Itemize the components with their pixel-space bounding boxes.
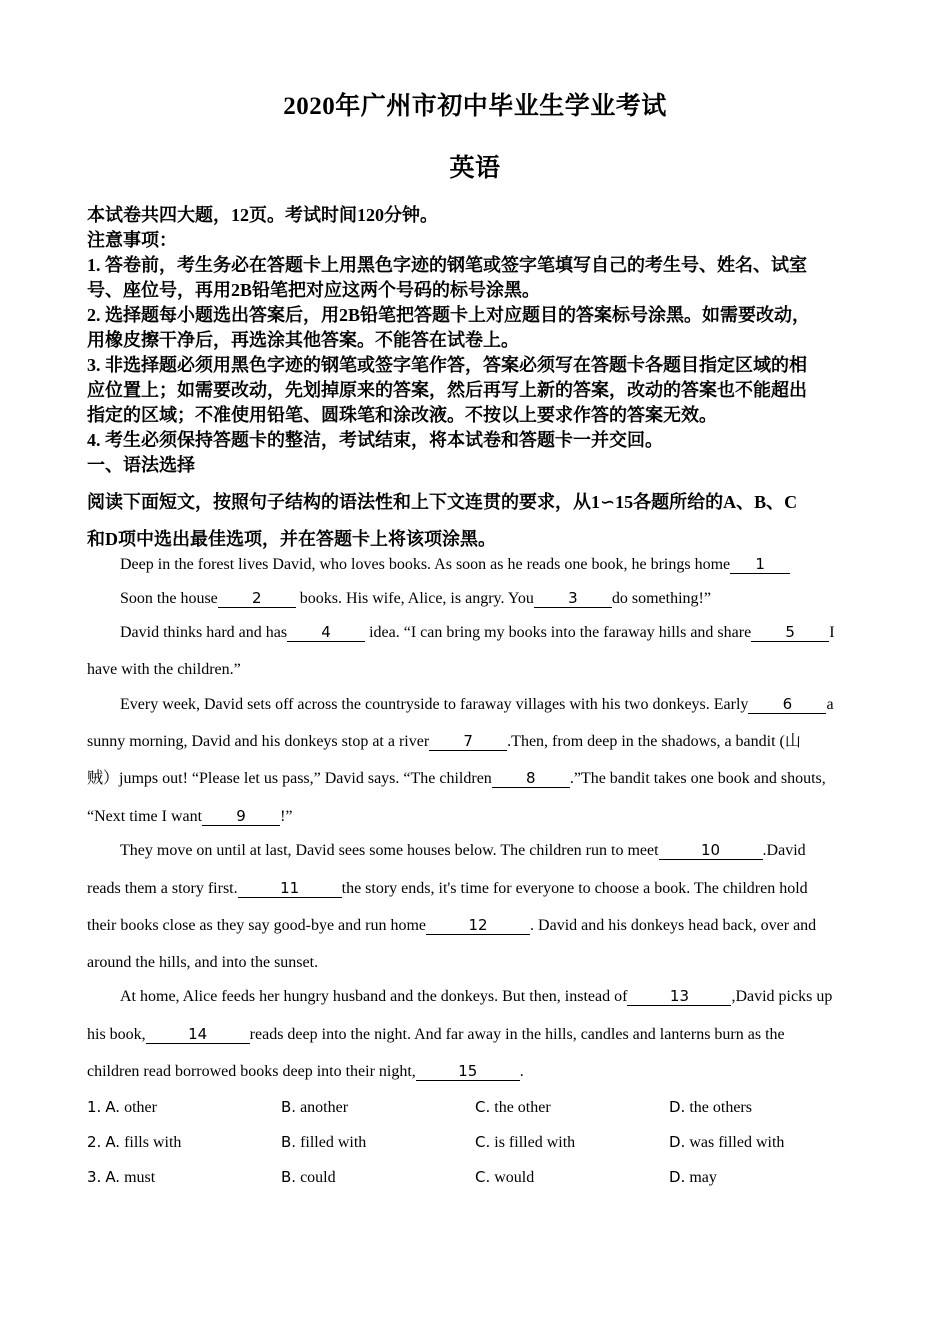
passage-line: [87, 764, 826, 794]
option-c[interactable]: [475, 1127, 575, 1158]
option-text: could: [300, 1169, 336, 1186]
passage-text: Deep in the forest lives David, who loves books. As soon as he reads one book, he brings home: [120, 556, 731, 573]
instruction-line: 阅读下面短文，按照句子结构的语法性和上下文连贯的要求，从1∽15各题所给的A、B、C: [87, 492, 798, 512]
option-letter: D.: [669, 1133, 686, 1151]
option-letter: A.: [105, 1133, 121, 1151]
question-number: 3.: [87, 1168, 102, 1186]
passage-text: ,David picks up: [731, 988, 833, 1005]
passage-text: “Next time I want: [87, 808, 203, 825]
option-a[interactable]: [87, 1092, 157, 1123]
notice-line: 2. 选择题每小题选出答案后，用2B铅笔把答题卡上对应题目的答案标号涂黑。如需要改动，: [87, 305, 811, 325]
blank-12: 12: [426, 916, 530, 935]
blank-10: 10: [659, 841, 763, 860]
passage-text: Every week, David sets off across the countryside to faraway villages with his two donkeys. Early: [120, 696, 749, 713]
option-b[interactable]: [281, 1127, 366, 1158]
section-heading: 一、语法选择: [87, 455, 195, 475]
subject-title: 英语: [449, 155, 501, 182]
option-text: other: [124, 1099, 157, 1116]
option-letter: B.: [281, 1133, 297, 1151]
option-a[interactable]: [87, 1162, 155, 1193]
exam-title: 2020年广州市初中毕业生学业考试: [283, 93, 667, 120]
option-text: must: [124, 1169, 156, 1186]
option-a[interactable]: [87, 1127, 181, 1158]
notice-line: 3. 非选择题必须用黑色字迹的钢笔或签字笔作答，答案必须写在答题卡各题目指定区域的相: [87, 355, 807, 375]
passage-text: books. His wife, Alice, is angry. You: [295, 590, 534, 607]
passage-line: [87, 948, 318, 978]
option-d[interactable]: [669, 1127, 784, 1158]
passage-line: [87, 982, 832, 1012]
instruction-line: 和D项中选出最佳选项，并在答题卡上将该项涂黑。: [87, 529, 496, 549]
notice-line: 本试卷共四大题，12页。考试时间120分钟。: [87, 205, 438, 225]
passage-line: [87, 1020, 785, 1050]
passage-text: around the hills, and into the sunset.: [87, 954, 319, 971]
passage-text: At home, Alice feeds her hungry husband and the donkeys. But then, instead of: [120, 988, 628, 1005]
passage-text: sunny morning, David and his donkeys stop at a river: [87, 733, 430, 750]
question-number: 1.: [87, 1098, 102, 1116]
passage-text: !”: [280, 808, 293, 825]
passage-text: .David: [762, 842, 806, 859]
option-c[interactable]: [475, 1092, 551, 1123]
passage-line: [87, 874, 808, 904]
blank-2: 2: [218, 589, 296, 608]
passage-text: their books close as they say good-bye and run home: [87, 917, 427, 934]
option-text: may: [689, 1169, 717, 1186]
passage-text: Soon the house: [120, 590, 218, 607]
question-options-2: [87, 1127, 867, 1157]
passage-text: .: [519, 1063, 524, 1080]
passage-line: [87, 690, 834, 720]
option-letter: B.: [281, 1168, 297, 1186]
passage-text: the story ends, it's time for everyone to choose a book. The children hold: [341, 880, 808, 897]
section-instruction: [87, 484, 867, 558]
blank-14: 14: [146, 1025, 250, 1044]
blank-4: 4: [287, 623, 365, 642]
passage-text: reads them a story first.: [87, 880, 238, 897]
passage-text: I: [829, 624, 835, 641]
passage-text: 贼）jumps out! “Please let us pass,” David says. “The children: [87, 770, 492, 787]
option-letter: D.: [669, 1098, 686, 1116]
question-options-1: [87, 1092, 867, 1122]
option-text: was filled with: [689, 1134, 785, 1151]
question-number: 2.: [87, 1133, 102, 1151]
notice-line: 用橡皮擦干净后，再选涂其他答案。不能答在试卷上。: [87, 330, 519, 350]
option-letter: C.: [475, 1168, 491, 1186]
blank-6: 6: [748, 695, 826, 714]
option-c[interactable]: [475, 1162, 534, 1193]
passage-text: David thinks hard and has: [120, 624, 288, 641]
option-d[interactable]: [669, 1092, 752, 1123]
passage-text: a: [826, 696, 834, 713]
passage-text: reads deep into the night. And far away in the hills, candles and lanterns burn as the: [249, 1026, 785, 1043]
option-letter: C.: [475, 1098, 491, 1116]
option-letter: A.: [105, 1098, 121, 1116]
passage-text: have with the children.”: [87, 661, 241, 678]
passage-text: .Then, from deep in the shadows, a bandit (山: [507, 733, 801, 750]
exam-notice: [87, 203, 867, 478]
passage-line: [87, 584, 711, 614]
option-text: filled with: [300, 1134, 367, 1151]
option-d[interactable]: [669, 1162, 717, 1193]
option-text: is filled with: [494, 1134, 576, 1151]
notice-line: 指定的区域；不准使用铅笔、圆珠笔和涂改液。不按以上要求作答的答案无效。: [87, 405, 717, 425]
passage-line: [87, 550, 790, 580]
blank-9: 9: [202, 807, 280, 826]
passage-line: [87, 802, 293, 832]
passage-text: children read borrowed books deep into their night,: [87, 1063, 416, 1080]
option-text: fills with: [124, 1134, 182, 1151]
passage-text: idea. “I can bring my books into the faraway hills and share: [365, 624, 752, 641]
blank-15: 15: [416, 1062, 520, 1081]
notice-line: 应位置上；如需要改动，先划掉原来的答案，然后再写上新的答案，改动的答案也不能超出: [87, 380, 807, 400]
option-text: would: [494, 1169, 535, 1186]
blank-3: 3: [534, 589, 612, 608]
option-text: the other: [494, 1099, 551, 1116]
option-letter: B.: [281, 1098, 297, 1116]
passage-text: do something!”: [611, 590, 711, 607]
blank-8: 8: [492, 769, 570, 788]
option-text: the others: [689, 1099, 752, 1116]
passage-text: .”The bandit takes one book and shouts,: [569, 770, 826, 787]
blank-13: 13: [627, 987, 731, 1006]
passage-line: [87, 618, 835, 648]
blank-1: 1: [730, 555, 790, 574]
notice-heading: 注意事项：: [87, 230, 177, 250]
passage-line: [87, 911, 816, 941]
question-options-3: [87, 1162, 867, 1192]
passage-line: [87, 836, 806, 866]
passage-text: his book,: [87, 1026, 146, 1043]
notice-line: 号、座位号，再用2B铅笔把对应这两个号码的标号涂黑。: [87, 280, 541, 300]
passage-line: [87, 1057, 524, 1087]
blank-11: 11: [238, 879, 342, 898]
option-b[interactable]: [281, 1162, 336, 1193]
blank-5: 5: [751, 623, 829, 642]
option-text: another: [300, 1099, 349, 1116]
blank-7: 7: [429, 732, 507, 751]
option-letter: D.: [669, 1168, 686, 1186]
passage-line: [87, 727, 801, 757]
passage-text: They move on until at last, David sees some houses below. The children run to meet: [120, 842, 659, 859]
notice-line: 4. 考生必须保持答题卡的整洁，考试结束，将本试卷和答题卡一并交回。: [87, 430, 663, 450]
passage-text: . David and his donkeys head back, over and: [530, 917, 817, 934]
option-letter: A.: [105, 1168, 121, 1186]
passage-line: [87, 655, 241, 685]
option-b[interactable]: [281, 1092, 348, 1123]
notice-line: 1. 答卷前，考生务必在答题卡上用黑色字迹的钢笔或签字笔填写自己的考生号、姓名、试室: [87, 255, 807, 275]
option-letter: C.: [475, 1133, 491, 1151]
